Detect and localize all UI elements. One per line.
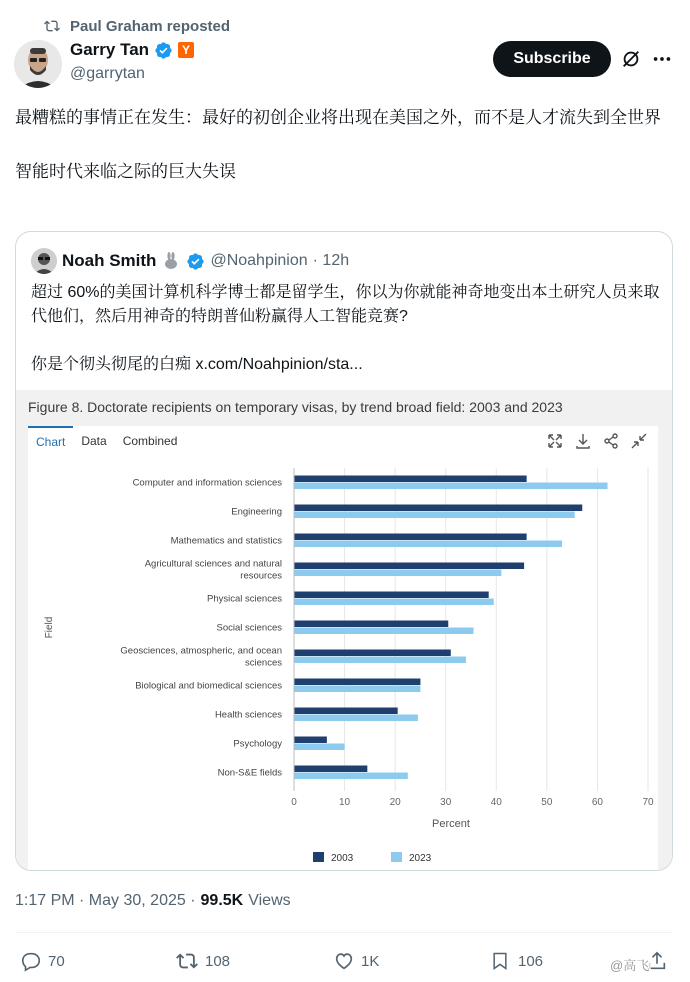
bar-2023 [294, 541, 562, 548]
ycombinator-badge-icon: Y [178, 42, 194, 58]
bar-2003 [294, 592, 489, 599]
bar-2003 [294, 621, 448, 628]
x-tick-label: 50 [541, 797, 553, 808]
bar-2003 [294, 766, 367, 773]
category-label: Biological and biomedical sciences [135, 680, 282, 692]
tab-combined: Combined [122, 434, 178, 448]
quoted-tweet-text [31, 281, 661, 377]
figure-title: Figure 8. Doctorate recipients on temporary visas, by trend broad field: 2003 and 2023 [28, 399, 563, 415]
bookmark-button[interactable] [490, 950, 543, 972]
collapse-icon [630, 432, 648, 450]
bar-2023 [294, 773, 408, 780]
bar-2003 [294, 737, 327, 744]
category-label: Engineering [231, 506, 282, 518]
category-label: Psychology [233, 738, 282, 750]
bar-2023 [294, 599, 494, 606]
x-tick-label: 70 [642, 797, 654, 808]
x-tick-label: 60 [591, 797, 603, 808]
bookmark-icon [490, 950, 510, 972]
watermark: @高飞 [608, 955, 651, 974]
reply-count: 70 [48, 952, 65, 970]
download-icon [574, 432, 592, 450]
repost-indicator[interactable] [44, 16, 230, 36]
author-handle[interactable]: @garrytan [70, 65, 145, 82]
category-label: Mathematics and statistics [170, 535, 282, 547]
legend-swatch [391, 852, 402, 862]
quoted-tweet-time: · 12h [312, 252, 350, 269]
quoted-author-avatar [31, 248, 57, 274]
bar-2003 [294, 679, 420, 686]
x-tick-label: 0 [291, 797, 297, 808]
category-label: Physical sciences [207, 593, 282, 605]
category-label: Social sciences [216, 622, 282, 634]
chart-image [16, 390, 673, 871]
tab-data: Data [81, 434, 107, 448]
tweet-text [15, 104, 677, 212]
x-tick-label: 30 [440, 797, 452, 808]
like-button[interactable] [333, 950, 379, 972]
bar-2023 [294, 657, 466, 664]
verified-icon [186, 252, 205, 271]
x-axis-title: Percent [432, 818, 470, 830]
reply-icon [20, 950, 42, 972]
views-label: Views [248, 892, 291, 909]
subscribe-button[interactable]: Subscribe [493, 41, 611, 77]
bar-2003 [294, 563, 524, 570]
repost-text: Paul Graham reposted [70, 17, 231, 35]
bar-2023 [294, 715, 418, 722]
share-icon [602, 432, 620, 450]
x-tick-label: 10 [339, 797, 351, 808]
bar-2003 [294, 476, 527, 483]
views-count: 99.5K [200, 892, 244, 909]
tweet-meta [15, 892, 291, 910]
divider [15, 932, 673, 933]
bar-chart [28, 462, 658, 871]
like-count: 1K [361, 952, 380, 970]
repost-button[interactable] [175, 950, 230, 972]
category-label: Non-S&E fields [217, 767, 282, 779]
quoted-tweet-card[interactable] [15, 231, 673, 871]
repost-icon [44, 18, 60, 34]
bar-2003 [294, 505, 582, 512]
bar-2003 [294, 708, 398, 715]
category-label: Agricultural sciences and natural resources [144, 558, 282, 582]
quoted-paragraph: 超过 60%的美国计算机科学博士都是留学生，你以为你就能神奇地变出本土研究人员来取代他们，然后用神奇的特朗普仙粉赢得人工智能竞赛? [31, 284, 660, 325]
legend-label: 2023 [409, 853, 432, 864]
quoted-tweet-header [31, 248, 349, 274]
quoted-paragraph: 你是个彻头彻尾的白痴 x.com/Noahpinion/sta... [31, 356, 363, 373]
legend-swatch [313, 852, 324, 862]
chart-toolbar [546, 432, 648, 450]
more-options-icon[interactable] [651, 48, 673, 70]
bar-2023 [294, 570, 501, 577]
bar-2023 [294, 744, 345, 751]
x-tick-label: 20 [389, 797, 401, 808]
rabbit-emoji-icon [161, 251, 181, 271]
quoted-author-handle: @Noahpinion [210, 252, 308, 269]
bar-2023 [294, 628, 474, 635]
bar-2003 [294, 534, 527, 541]
author-avatar[interactable] [14, 40, 62, 88]
x-tick-label: 40 [490, 797, 502, 808]
category-label: Health sciences [214, 709, 282, 721]
category-label: Geosciences, atmospheric, and ocean sciences [120, 645, 282, 669]
grok-icon[interactable] [620, 48, 642, 70]
legend-label: 2003 [331, 853, 354, 864]
bookmark-count: 106 [518, 952, 544, 970]
tweet-timestamp[interactable]: 1:17 PM · May 30, 2025 · [15, 892, 196, 909]
chart-panel [28, 426, 658, 871]
repost-count: 108 [205, 952, 231, 970]
expand-icon [546, 432, 564, 450]
bar-2023 [294, 483, 608, 490]
y-axis-title: Field [44, 616, 55, 639]
tweet-paragraph: 最糟糕的事情正在发生：最好的初创企业将出现在美国之外，而不是人才流失到全世界 [15, 108, 661, 127]
heart-icon [333, 950, 355, 972]
bar-2003 [294, 650, 451, 657]
reply-button[interactable] [20, 950, 65, 972]
repost-icon [175, 950, 199, 972]
category-label: Computer and information sciences [132, 477, 282, 489]
tweet-paragraph: 智能时代来临之际的巨大失误 [15, 162, 236, 181]
quoted-author-name: Noah Smith [62, 251, 157, 270]
tab-chart: Chart [28, 426, 73, 456]
bar-2023 [294, 512, 575, 519]
author-name[interactable]: Garry Tan [70, 40, 150, 59]
bar-2023 [294, 686, 420, 693]
verified-icon [154, 41, 173, 60]
